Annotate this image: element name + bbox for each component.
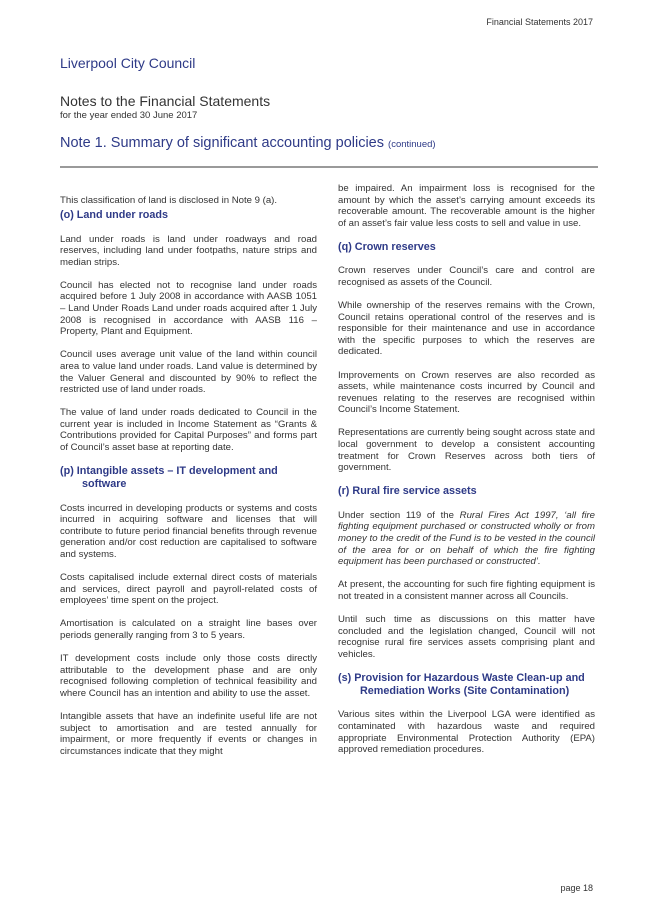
section-heading-p: (p) Intangible assets – IT development and software [60,465,278,491]
paragraph: Amortisation is calculated on a straight line bases over periods generally ranging from 3 to 5 years. [60,618,317,641]
paragraph: Costs capitalised include external direct costs of materials and services, direct payroll and payroll-related costs of employees’ time spent on the project. [60,572,317,607]
note-heading [60,135,436,151]
paragraph: Intangible assets that have an indefinite useful life are not subject to amortisation and are tested annually for impairment, or more frequently if events or changes in circumstances indicate that they might [60,710,317,757]
paragraph: The value of land under roads dedicated to Council in the current year is included in Income Statement as “Grants & Contributions provided for Capital Purposes” and forms part of Council’s asset base at reporting date. [60,407,317,453]
paragraph: Representations are currently being sought across state and local government to develop a consistent accounting treatment for Crown Reserves across both tiers of government. [338,427,595,474]
left-column [60,183,317,769]
organisation-name: Liverpool City Council [60,55,196,71]
paragraph: This classification of land is disclosed in Note 9 (a). [60,195,278,206]
paragraph-rural-fire [338,510,595,568]
paragraph: Crown reserves under Council’s care and control are recognised as assets of the Council. [338,265,595,288]
paragraph: Costs incurred in developing products or systems and costs incurred in acquiring software and licenses that will contribute to future period financial benefits through revenue generation and/or cost reduction are capitalised to software and systems. [60,502,317,560]
paragraph: Various sites within the Liverpool LGA were identified as contaminated with hazardous waste and required appropriate Environmental Protection Authority (EPA) approved remediation procedures. [338,709,595,756]
paragraph: Council uses average unit value of the land within council area to value land under roads. Land value is determined by the Valuer General and discounted by 90% to reflect the restricted use of land under roads. [60,349,317,396]
section-heading-q: (q) Crown reserves [338,240,436,253]
page-subtitle: for the year ended 30 June 2017 [60,110,198,121]
page-title: Notes to the Financial Statements [60,93,271,109]
paragraph: Council has elected not to recognise land under roads acquired before 1 July 2008 in accordance with AASB 1051 – Land Under Roads Land under roads acquired after 1 July 2008 is recognised in accordance with AASB 116 – Property, Plant and Equipment. [60,279,317,338]
note-heading-text: Note 1. Summary of significant accounting policies [60,135,384,151]
paragraph: IT development costs include only those costs directly attributable to the development phase and are only recognised following completion of technical feasibility and where Council has an intention and ability to use the asset. [60,653,317,699]
paragraph: be impaired. An impairment loss is recognised for the amount by which the asset’s carrying amount exceeds its recoverable amount. The recoverable amount is the higher of an asset’s fair value less costs to sell and value in use. [338,183,595,229]
paragraph: Improvements on Crown reserves are also recorded as assets, while maintenance costs incurred by Council and revenues relating to the reserves are recognised within Council’s Income Statement. [338,369,595,416]
right-column [338,183,595,767]
paragraph: Land under roads is land under roadways and road reserves, including land under footpaths, nature strips and median strips. [60,233,317,268]
act-name: Rural Fires Act 1997 [459,509,556,521]
paragraph: While ownership of the reserves remains with the Crown, Council retains operational control of the reserves and is responsible for their maintenance and use in accordance with the specific purposes to which the reserves are dedicated. [338,300,595,358]
paragraph: At present, the accounting for such fire fighting equipment is not treated in a consistent manner across all Councils. [338,579,595,602]
section-heading-r: (r) Rural fire service assets [338,485,477,498]
paragraph-part: Under section 119 of the [338,509,460,521]
section-heading-s: (s) Provision for Hazardous Waste Clean-up and Remediation Works (Site Contamination) [338,671,585,697]
quoted-text: , ‘all fire fighting equipment purchased or constructed wholly or from money to the credit of the Fund is to be vested in the council of the area for or on behalf of which the fire fighting equipment has been purchased or constructed’. [338,509,595,568]
section-heading-o: (o) Land under roads [60,208,168,221]
paragraph: Until such time as discussions on this matter have concluded and the legislation changed, Council will not recognise rural fire services assets comprising plant and vehicles. [338,613,595,660]
document-header: Financial Statements 2017 [486,17,593,27]
heading-divider [60,166,598,168]
note-heading-suffix: (continued) [388,139,436,150]
page-number: page 18 [560,883,593,893]
